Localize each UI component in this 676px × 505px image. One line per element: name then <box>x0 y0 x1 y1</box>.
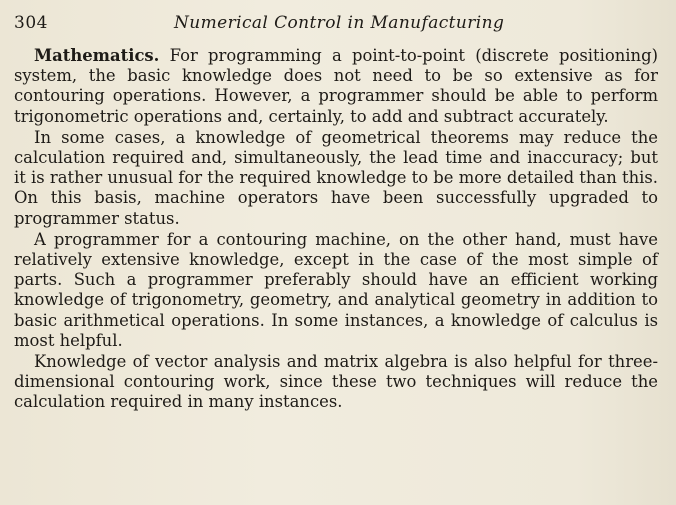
running-head: Numerical Control in Manufacturing <box>174 13 505 33</box>
section-lead-in: Mathematics. <box>34 46 160 65</box>
page-header <box>14 10 658 36</box>
paragraph-text: For programming a point-to-point (discrete positioning) system, the basic knowledge does not need to be so extensive as for contouring operations. However, a programmer should be able to perform trigonometric operations and, certainly, to add and subtract accurately. <box>14 46 658 126</box>
page-number: 304 <box>14 13 48 33</box>
paragraph-mathematics <box>14 46 658 127</box>
paragraph-geometrical-theorems: In some cases, a knowledge of geometrical theorems may reduce the calculation required and, simultaneously, the lead time and inaccuracy; but it is rather unusual for the required knowledge to be more detailed than this. On this basis, machine operators have been successfully upgraded to programmer status. <box>14 127 658 228</box>
paragraph-vector-analysis: Knowledge of vector analysis and matrix algebra is also helpful for three-dimensional contouring work, since these two techniques will reduce the calculation required in many instances. <box>14 352 658 412</box>
body-text <box>14 46 658 413</box>
paragraph-contouring-programmer: A programmer for a contouring machine, on the other hand, must have relatively extensive knowledge, except in the case of the most simple of parts. Such a programmer preferably should have an efficient working knowledge of trigonometry, geometry, and analytical geometry in addition to basic arithmetical operations. In some instances, a knowledge of calculus is most helpful. <box>14 229 658 350</box>
